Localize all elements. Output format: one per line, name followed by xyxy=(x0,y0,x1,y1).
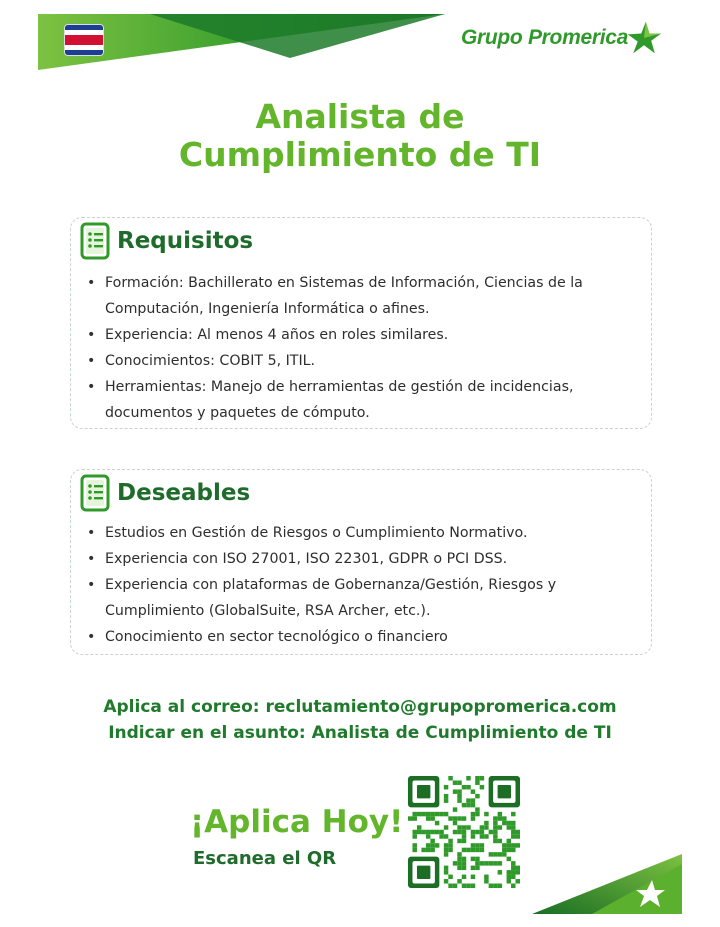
checklist-document-icon xyxy=(79,222,111,260)
brand-logo-text: Grupo Promerica xyxy=(460,26,628,49)
list-item: • Experiencia con ISO 27001, ISO 22301, GDPR o PCI DSS. xyxy=(85,546,625,572)
list-item: • Conocimiento en sector tecnológico o financiero xyxy=(85,624,625,650)
scan-qr-label: Escanea el QR xyxy=(193,848,337,869)
list-item: • Formación: Bachillerato en Sistemas de Información, Ciencias de la Computación, Ingeniería Informática o afines. xyxy=(85,270,625,322)
list-item: • Herramientas: Manejo de herramientas de gestión de incidencias, documentos y paquetes de cómputo. xyxy=(85,374,625,426)
requisitos-section xyxy=(70,217,652,429)
deseables-list xyxy=(85,520,625,650)
checklist-document-icon xyxy=(79,474,111,512)
list-item: • Estudios en Gestión de Riesgos o Cumplimiento Normativo. xyxy=(85,520,625,546)
requisitos-list xyxy=(85,270,625,426)
list-item: • Experiencia: Al menos 4 años en roles similares. xyxy=(85,322,625,348)
costa-rica-flag-icon xyxy=(64,24,104,56)
job-title-line-1: Analista de xyxy=(255,97,465,136)
list-item: • Experiencia con plataformas de Gobernanza/Gestión, Riesgos y Cumplimiento (GlobalSuite, RSA Archer, etc.). xyxy=(85,572,625,624)
deseables-heading: Deseables xyxy=(117,480,251,506)
list-item: • Conocimientos: COBIT 5, ITIL. xyxy=(85,348,625,374)
bottom-banner-shape xyxy=(532,854,682,914)
qr-code[interactable] xyxy=(408,776,520,888)
deseables-section xyxy=(70,469,652,655)
apply-subject-line: Indicar en el asunto: Analista de Cumplimiento de TI xyxy=(108,723,612,743)
job-title-line-2: Cumplimiento de TI xyxy=(178,135,542,174)
requisitos-heading: Requisitos xyxy=(117,228,254,254)
apply-email-line: Aplica al correo: reclutamiento@grupopromerica.com xyxy=(103,697,617,717)
promerica-star-icon xyxy=(626,20,662,56)
apply-now-headline: ¡Aplica Hoy! xyxy=(190,804,404,840)
